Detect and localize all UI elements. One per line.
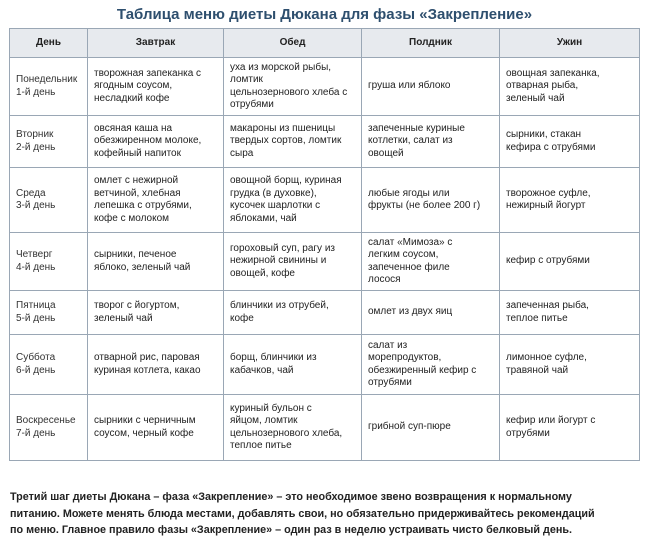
footer-note: [10, 489, 640, 539]
cell-breakfast: [88, 395, 224, 461]
cell-snack: [362, 58, 500, 116]
dinner-text-line: сырники, стакан: [506, 129, 582, 140]
cell-breakfast: [88, 168, 224, 233]
cell-dinner: [500, 395, 640, 461]
cell-lunch: [224, 58, 362, 116]
cell-dinner: [500, 116, 640, 168]
snack-text-line: запеченные куриные: [368, 122, 465, 134]
lunch-text-line: нежирной свинины и: [230, 255, 327, 267]
day-text-line: Среда: [16, 187, 46, 199]
breakfast-text-line: кофейный напиток: [94, 147, 181, 159]
breakfast-text-line: яблоко, зеленый чай: [94, 261, 191, 273]
cell-dinner: [500, 168, 640, 233]
lunch-text-line: сыра: [230, 147, 254, 159]
day-text-line: 4-й день: [16, 261, 56, 273]
day-text-line: Воскресенье: [16, 415, 76, 426]
lunch-text-line: макароны из пшеницы: [230, 122, 336, 134]
dinner-text-line: кефира с отрубями: [506, 141, 596, 153]
lunch-text-line: уха из морской рыбы,: [230, 61, 332, 73]
snack-text-line: фрукты (не более 200 г): [368, 200, 481, 211]
snack-text-line: груша или яблоко: [368, 80, 451, 92]
breakfast-text-line: несладкий кофе: [94, 92, 170, 104]
cell-snack: [362, 116, 500, 168]
snack-text-line: овощей: [368, 147, 404, 159]
dinner-text-line: отварная рыба,: [506, 80, 579, 92]
table-header-row: [10, 29, 640, 58]
cell-day: [10, 116, 88, 168]
cell-day: [10, 58, 88, 116]
lunch-text-line: кусочек шарлотки с: [230, 200, 321, 211]
cell-breakfast: [88, 291, 224, 335]
lunch-text-line: овощной борщ, куриная: [230, 175, 342, 186]
day-text-line: Четверг: [16, 249, 53, 260]
table-row: [10, 168, 640, 233]
lunch-text-line: отрубями: [230, 99, 274, 110]
snack-text-line: салат из: [368, 339, 408, 351]
cell-day: [10, 233, 88, 291]
snack-text-line: обезжиренный кефир с: [368, 364, 477, 376]
day-text-line: Понедельник: [16, 74, 78, 85]
cell-day: [10, 335, 88, 395]
cell-day: [10, 168, 88, 233]
footer-line: питанию. Можете менять блюда местами, добавлять свои, но обязательно придерживайтесь рекомендаций: [10, 507, 595, 520]
table-row: [10, 233, 640, 291]
lunch-text-line: овощей, кофе: [230, 267, 295, 279]
dinner-text-line: теплое питье: [506, 312, 568, 324]
table-row: [10, 58, 640, 116]
cell-dinner: [500, 291, 640, 335]
snack-text-line: котлетки, салат из: [368, 135, 453, 147]
table-row: [10, 291, 640, 335]
cell-lunch: [224, 116, 362, 168]
lunch-text-line: теплое питье: [230, 440, 292, 451]
cell-snack: [362, 233, 500, 291]
cell-snack: [362, 335, 500, 395]
breakfast-text-line: творог с йогуртом,: [94, 300, 180, 311]
breakfast-text-line: сырники, печеное: [94, 249, 177, 260]
snack-text-line: лосося: [368, 274, 401, 285]
dinner-text-line: запеченная рыба,: [506, 300, 589, 311]
day-text-line: Пятница: [16, 300, 56, 311]
lunch-text-line: твердых сортов, ломтик: [230, 135, 342, 147]
breakfast-text-line: овсяная каша на: [94, 122, 173, 134]
dinner-text-line: травяной чай: [506, 364, 569, 376]
breakfast-text-line: зеленый чай: [94, 312, 153, 324]
cell-breakfast: [88, 233, 224, 291]
lunch-text-line: цельнозернового хлеба с: [230, 86, 348, 98]
day-text-line: 5-й день: [16, 312, 56, 324]
cell-dinner: [500, 233, 640, 291]
cell-lunch: [224, 395, 362, 461]
lunch-text-line: куриный бульон с: [230, 402, 312, 414]
cell-dinner: [500, 58, 640, 116]
day-text-line: 3-й день: [16, 200, 56, 211]
lunch-text-line: гороховый суп, рагу из: [230, 242, 336, 254]
dinner-text-line: кефир или йогурт с: [506, 415, 596, 426]
table-row: [10, 395, 640, 461]
header-day: День: [10, 29, 88, 58]
dinner-text-line: отрубями: [506, 427, 550, 439]
footer-line: Третий шаг диеты Дюкана – фаза «Закрепление» – это необходимое звено возвращения к нормальному: [10, 491, 572, 503]
snack-text-line: грибной суп-пюре: [368, 421, 451, 433]
breakfast-text-line: обезжиренном молоке,: [94, 135, 202, 147]
snack-text-line: любые ягоды или: [368, 187, 450, 199]
dinner-text-line: зеленый чай: [506, 92, 565, 104]
cell-day: [10, 395, 88, 461]
day-text-line: 2-й день: [16, 141, 56, 153]
snack-text-line: легким соусом,: [368, 249, 439, 260]
snack-text-line: салат «Мимоза» с: [368, 236, 453, 248]
snack-text-line: запеченное филе: [368, 261, 450, 273]
cell-breakfast: [88, 335, 224, 395]
cell-day: [10, 291, 88, 335]
day-text-line: 7-й день: [16, 427, 56, 439]
dinner-text-line: лимонное суфле,: [506, 352, 587, 363]
lunch-text-line: грудка (в духовке),: [230, 187, 317, 199]
page-title: Таблица меню диеты Дюкана для фазы «Закрепление»: [116, 6, 533, 23]
cell-breakfast: [88, 116, 224, 168]
lunch-text-line: цельнозернового хлеба,: [230, 427, 343, 439]
header-snack: Полдник: [362, 29, 500, 58]
cell-lunch: [224, 291, 362, 335]
table-row: [10, 116, 640, 168]
day-text-line: 1-й день: [16, 86, 56, 98]
breakfast-text-line: лепешка с отрубями,: [94, 200, 192, 211]
breakfast-text-line: соусом, черный кофе: [94, 427, 194, 439]
cell-snack: [362, 291, 500, 335]
header-dinner: Ужин: [500, 29, 640, 58]
breakfast-text-line: сырники с черничным: [94, 415, 196, 426]
cell-snack: [362, 168, 500, 233]
header-lunch: Обед: [224, 29, 362, 58]
snack-text-line: омлет из двух яиц: [368, 306, 453, 318]
lunch-text-line: блинчики из отрубей,: [230, 300, 329, 311]
cell-lunch: [224, 233, 362, 291]
lunch-text-line: ломтик: [230, 74, 263, 85]
breakfast-text-line: кофе с молоком: [94, 212, 170, 224]
lunch-text-line: яйцом, ломтик: [230, 415, 298, 426]
day-text-line: 6-й день: [16, 364, 56, 376]
lunch-text-line: яблоками, чай: [230, 212, 297, 224]
header-breakfast: Завтрак: [88, 29, 224, 58]
cell-breakfast: [88, 58, 224, 116]
breakfast-text-line: омлет с нежирной: [94, 175, 179, 186]
menu-table: [9, 28, 640, 461]
lunch-text-line: борщ, блинчики из: [230, 352, 317, 363]
table-row: [10, 335, 640, 395]
footer-line: по меню. Главное правило фазы «Закрепление» – один раз в неделю устраивать чисто белковый день.: [10, 524, 573, 536]
dinner-text-line: нежирный йогурт: [506, 200, 586, 211]
cell-lunch: [224, 335, 362, 395]
cell-dinner: [500, 335, 640, 395]
breakfast-text-line: отварной рис, паровая: [94, 352, 200, 363]
snack-text-line: отрубями: [368, 377, 412, 388]
dinner-text-line: кефир с отрубями: [506, 255, 590, 267]
snack-text-line: морепродуктов,: [368, 352, 442, 363]
day-text-line: Суббота: [16, 352, 56, 363]
lunch-text-line: кабачков, чай: [230, 364, 294, 376]
breakfast-text-line: ветчиной, хлебная: [94, 187, 181, 199]
dinner-text-line: овощная запеканка,: [506, 67, 600, 79]
cell-snack: [362, 395, 500, 461]
breakfast-text-line: творожная запеканка с: [94, 67, 202, 79]
breakfast-text-line: ягодным соусом,: [94, 80, 173, 92]
breakfast-text-line: куриная котлета, какао: [94, 364, 201, 376]
dinner-text-line: творожное суфле,: [506, 187, 591, 199]
day-text-line: Вторник: [16, 129, 54, 140]
lunch-text-line: кофе: [230, 312, 254, 324]
cell-lunch: [224, 168, 362, 233]
